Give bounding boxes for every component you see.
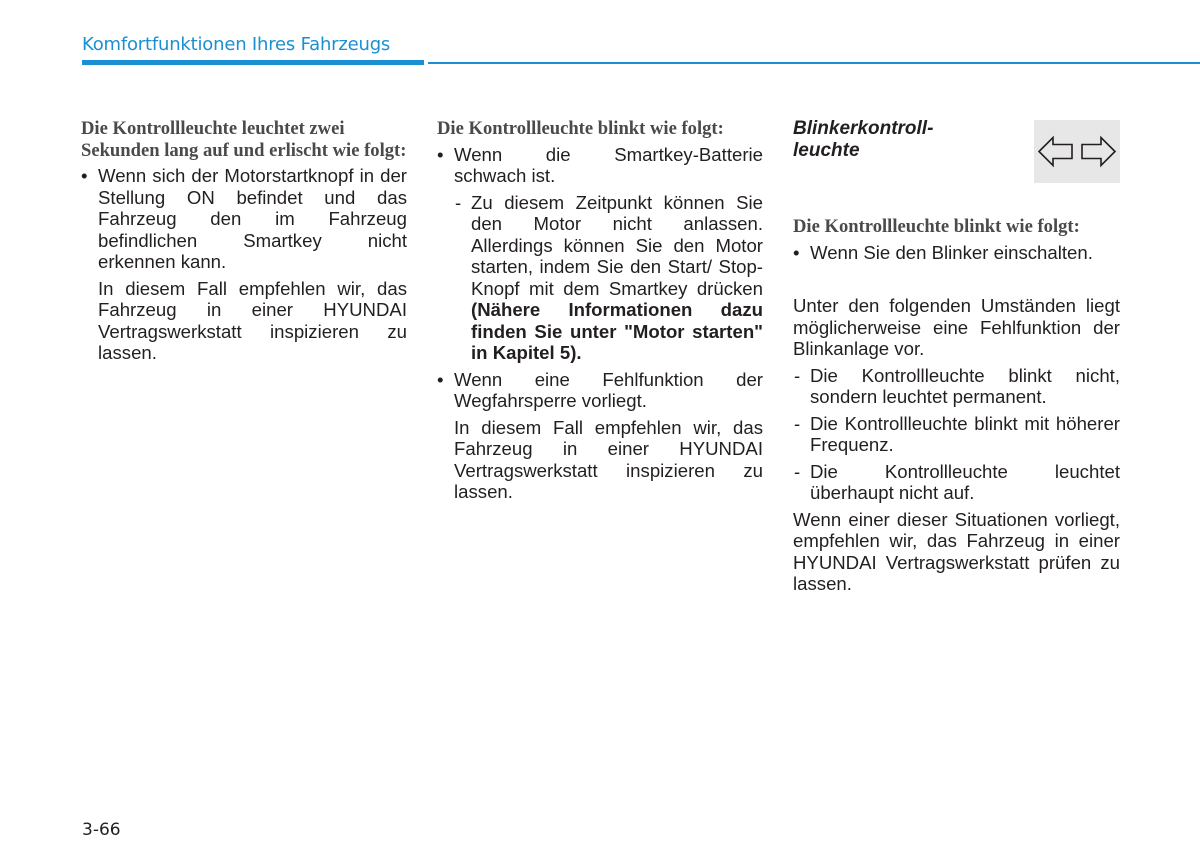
col3-dash-1: - Die Kontrollleuchte blinkt nicht, sondern leuchtet permanent. [793, 365, 1120, 408]
col2-dash-1-bold: (Nähere Informationen dazu finden Sie unter "Motor starten" in Kapitel 5). [471, 299, 763, 363]
col2-dash-1 [454, 192, 763, 364]
col3-dash-2: - Die Kontrollleuchte blinkt mit höherer Frequenz. [793, 413, 1120, 456]
header-rule-thin [428, 62, 1200, 64]
col1-subhead: Die Kontrollleuchte leuchtet zwei Sekunden lang auf und erlischt wie folgt: [81, 118, 407, 161]
column-2 [437, 118, 763, 503]
turn-signal-arrows-icon [1034, 120, 1120, 183]
col2-bullet-2: • Wenn eine Fehlfunktion der Wegfahrsperre vorliegt. [437, 369, 763, 412]
page-number: 3-66 [82, 820, 121, 840]
col3-paragraph-2: Wenn einer dieser Situationen vorliegt, empfehlen wir, das Fahrzeug in einer HYUNDAI Vertragswerkstatt prüfen zu lassen. [793, 508, 1120, 594]
col2-bullet-1: • Wenn die Smartkey-Batterie schwach ist. [437, 144, 763, 187]
col2-subhead: Die Kontrollleuchte blinkt wie folgt: [437, 118, 724, 139]
col3-section-title-line2: leuchte [793, 140, 860, 161]
col1-paragraph-1: In diesem Fall empfehlen wir, das Fahrzeug in einer HYUNDAI Vertragswerkstatt inspizieren zu lassen. [98, 277, 407, 363]
header-rule-thick [82, 60, 424, 65]
column-1 [81, 118, 407, 364]
col3-paragraph-1: Unter den folgenden Umständen liegt möglicherweise eine Fehlfunktion der Blinkanlage vor. [793, 295, 1120, 359]
col3-bullet-1: • Wenn Sie den Blinker einschalten. [793, 242, 1120, 264]
page-header-title: Komfortfunktionen Ihres Fahrzeugs [82, 34, 391, 55]
col2-dash-group [437, 192, 763, 364]
col3-section-title-line1: Blinkerkontroll- [793, 118, 934, 139]
col2-dash-1-text: Zu diesem Zeitpunkt können Sie den Motor nicht anlassen. Allerdings können Sie den Motor starten, indem Sie den Start/ Stop-Knopf mit dem Smartkey drücken [471, 191, 763, 299]
col2-paragraph-1: In diesem Fall empfehlen wir, das Fahrzeug in einer HYUNDAI Vertragswerkstatt inspizieren zu lassen. [454, 416, 763, 502]
column-3 [793, 118, 1120, 595]
col3-dash-3: - Die Kontrollleuchte leuchtet überhaupt nicht auf. [793, 461, 1120, 504]
col3-subhead: Die Kontrollleuchte blinkt wie folgt: [793, 216, 1080, 237]
col1-bullet-1: • Wenn sich der Motorstartknopf in der Stellung ON befindet und das Fahrzeug den im Fahrzeug befindlichen Smartkey nicht erkennen kann. [81, 165, 407, 273]
